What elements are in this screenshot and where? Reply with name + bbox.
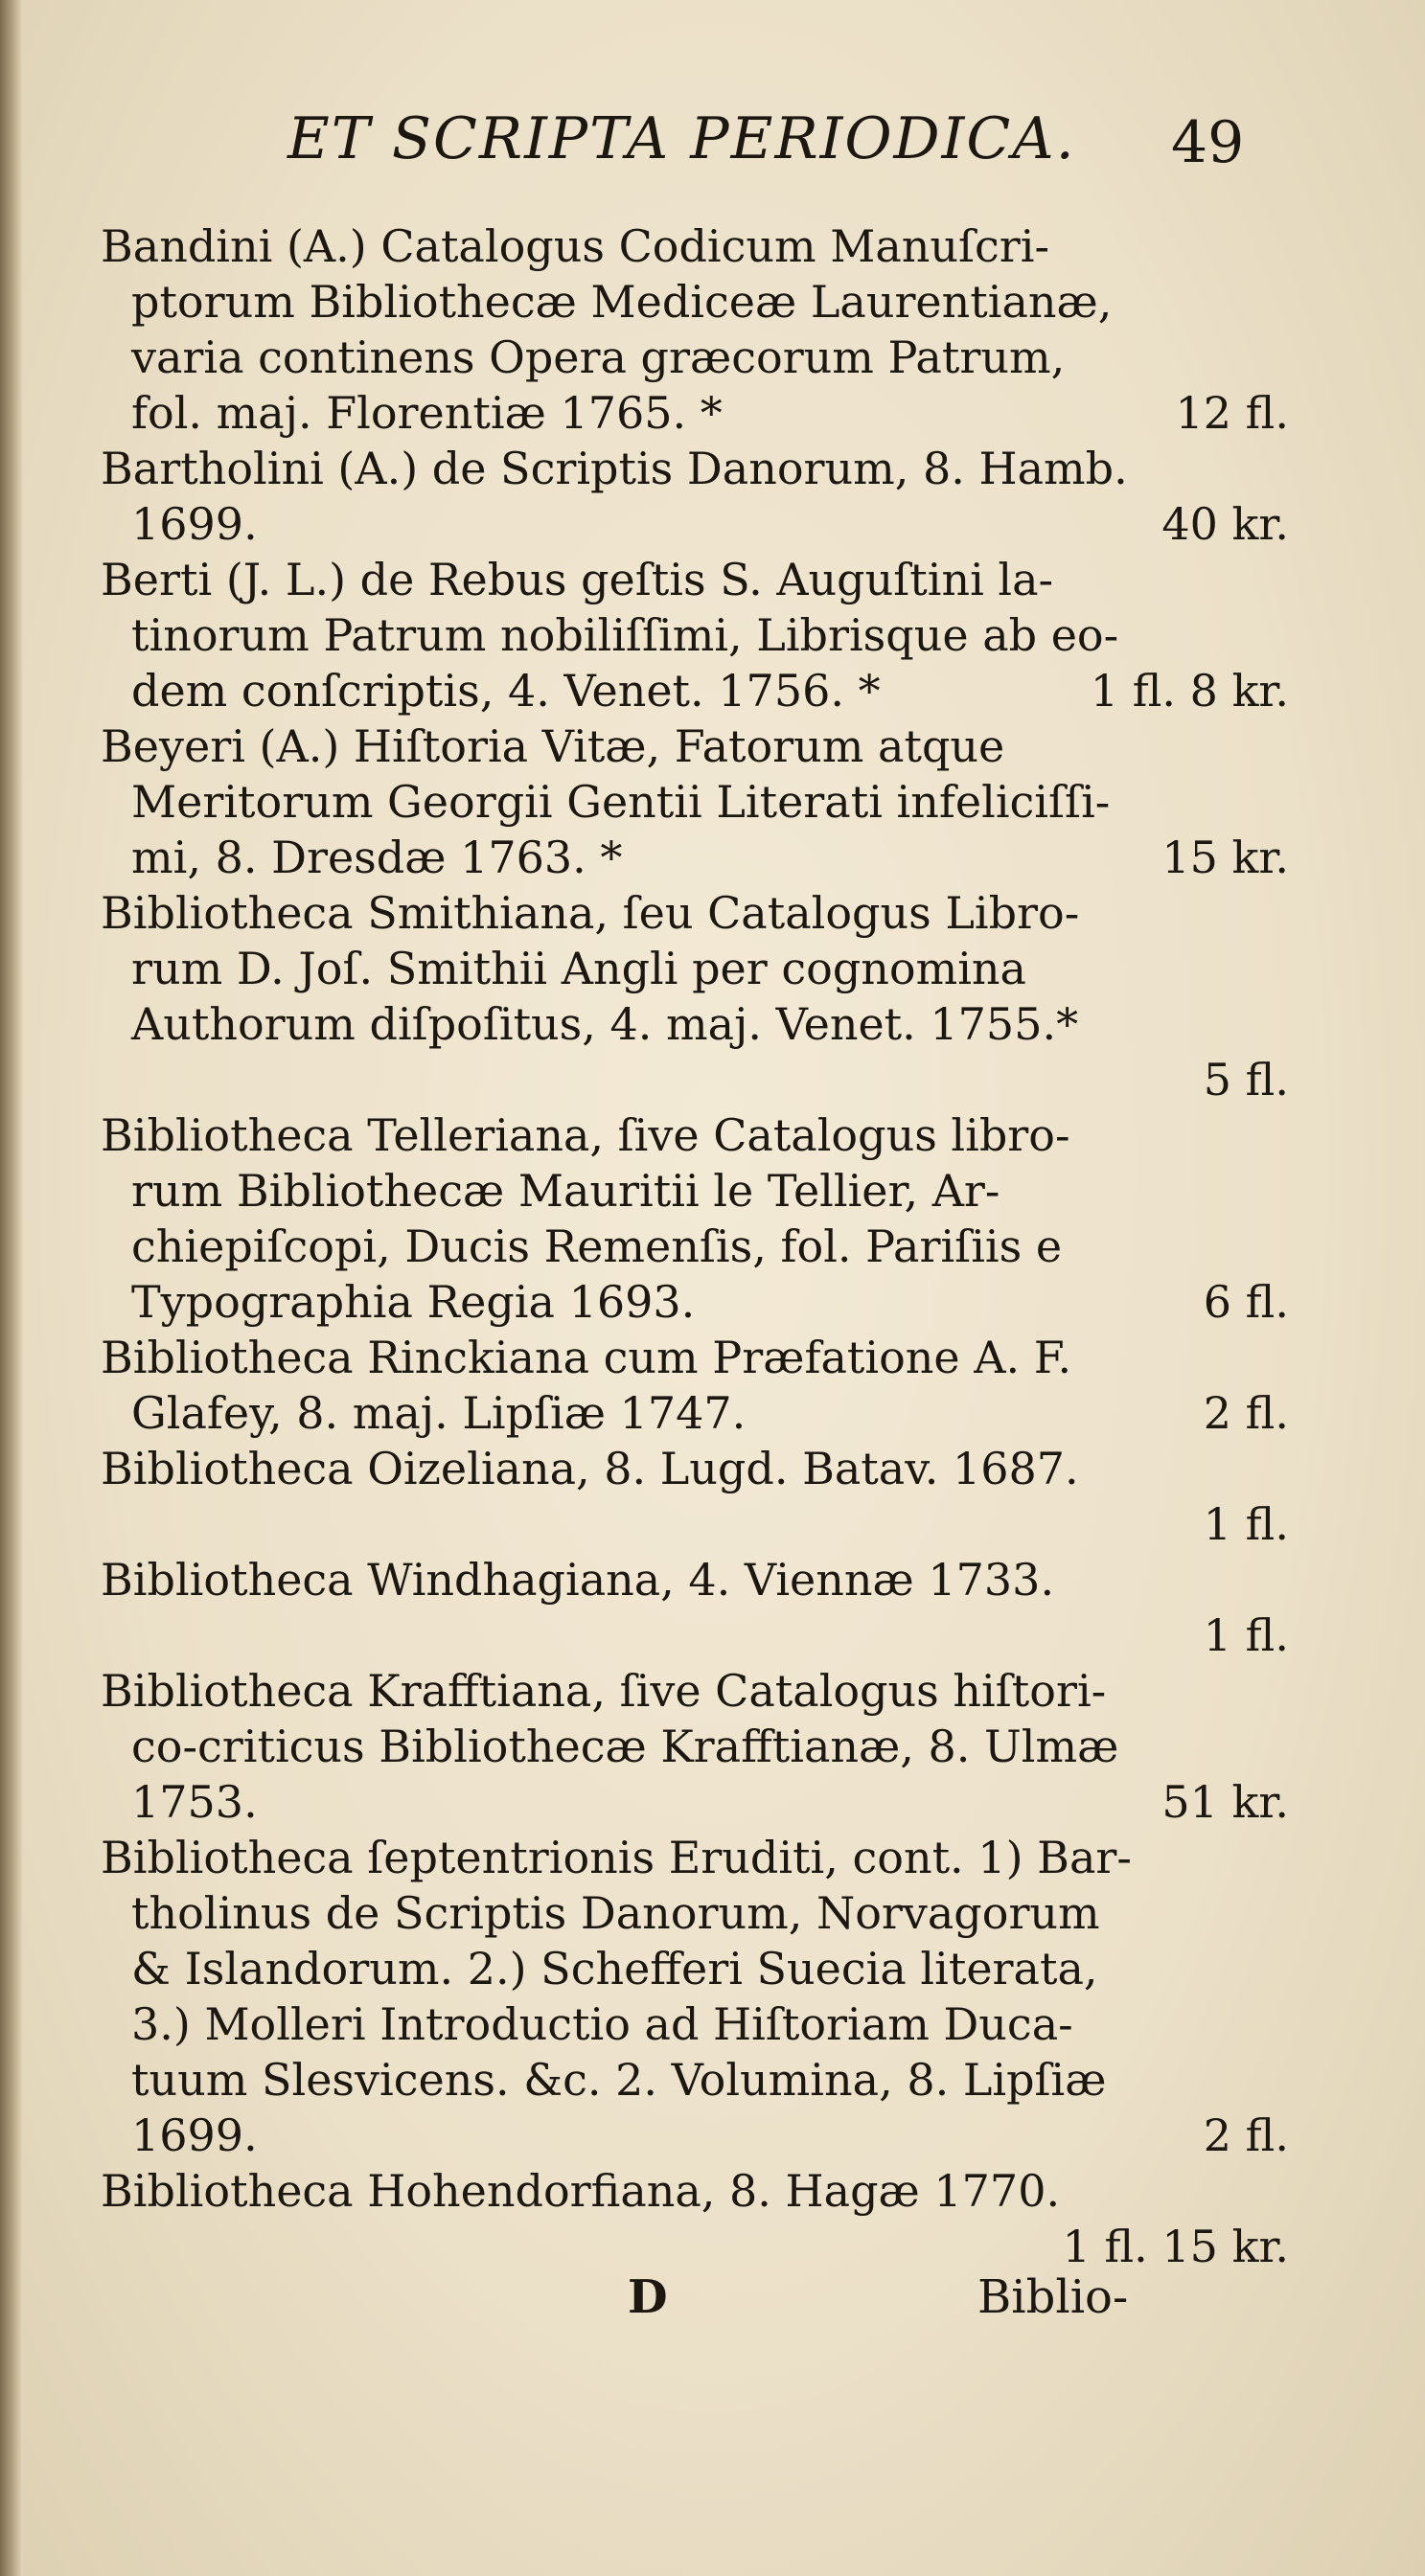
entry-price: 15 kr. [1161, 832, 1289, 883]
catalogue-entry [101, 552, 1289, 718]
entry-text: fol. maj. Florentiæ 1765. * [131, 387, 723, 439]
catalogue-entry [101, 1663, 1289, 1830]
entry-price: 40 kr. [1161, 498, 1289, 550]
catalogue-entry [101, 718, 1289, 885]
entry-line [101, 1663, 1289, 1719]
entry-price: 6 fl. [1203, 1276, 1289, 1328]
entry-line [101, 274, 1289, 330]
entry-line [101, 441, 1289, 496]
entry-text: Berti (J. L.) de Rebus geſtis S. Auguſtini la- [101, 554, 1054, 605]
entry-price-line [101, 1052, 1289, 1107]
entry-line [101, 1441, 1289, 1496]
catalogue-entry [101, 441, 1289, 552]
entry-text: tuum Slesvicens. &c. 2. Volumina, 8. Lipſiæ [131, 2054, 1107, 2106]
entry-line [101, 718, 1289, 774]
entry-text: 3.) Molleri Introductio ad Hiſtoriam Duca- [131, 1998, 1073, 2050]
entry-text: Meritorum Georgii Gentii Literati infeliciſſi- [131, 776, 1111, 828]
entry-price: 1 fl. [1203, 1498, 1289, 1550]
entry-line [101, 2052, 1289, 2108]
entry-line [101, 1552, 1289, 1607]
entry-text: chiepiſcopi, Ducis Remenſis, fol. Pariſiis e [131, 1220, 1063, 1272]
entry-line [101, 1774, 1289, 1830]
entry-line [101, 330, 1289, 385]
entry-text: co-criticus Bibliothecæ Krafftianæ, 8. Ulmæ [131, 1721, 1119, 1772]
entry-price: 2 fl. [1203, 1387, 1289, 1439]
entry-text: Bibliotheca Windhagiana, 4. Viennæ 1733. [101, 1554, 1055, 1606]
entry-text: mi, 8. Dresdæ 1763. * [131, 832, 623, 883]
catalogue-entry [101, 1830, 1289, 2163]
running-head: ET SCRIPTA PERIODICA. [287, 105, 1076, 172]
entry-line [101, 774, 1289, 830]
entry-text: Bibliotheca Smithiana, ſeu Catalogus Libro- [101, 887, 1080, 939]
entry-price-line [101, 2219, 1289, 2274]
page-number: 49 [1171, 109, 1245, 176]
entry-text: Bandini (A.) Catalogus Codicum Manuſcri- [101, 220, 1050, 272]
entry-line [101, 218, 1289, 274]
entry-line [101, 552, 1289, 607]
entry-line [101, 1719, 1289, 1774]
entry-line [101, 2163, 1289, 2219]
entry-line [101, 1885, 1289, 1941]
entry-text: 1753. [131, 1776, 258, 1828]
catalogue-entry [101, 1107, 1289, 1330]
catchword: Biblio- [977, 2270, 1129, 2324]
entry-text: Glafey, 8. maj. Lipſiæ 1747. [131, 1387, 747, 1439]
entry-line [101, 941, 1289, 996]
entry-line [101, 1385, 1289, 1441]
entry-line [101, 607, 1289, 663]
entry-text: ptorum Bibliothecæ Mediceæ Laurentianæ, [131, 276, 1113, 328]
page-header [0, 105, 1425, 192]
entry-text: Bibliotheca ſeptentrionis Eruditi, cont. 1) Bar- [101, 1832, 1132, 1883]
entry-text: Bibliotheca Oizeliana, 8. Lugd. Batav. 1687. [101, 1443, 1079, 1494]
entry-line [101, 1163, 1289, 1219]
catalogue-entries [101, 218, 1289, 2274]
entry-price: 1 fl. 15 kr. [1062, 2221, 1289, 2272]
entry-line [101, 2108, 1289, 2163]
catalogue-entry [101, 885, 1289, 1107]
entry-text: 1699. [131, 498, 258, 550]
entry-text: Bibliotheca Rinckiana cum Præfatione A. F. [101, 1332, 1072, 1383]
entry-price: 5 fl. [1203, 1054, 1289, 1106]
entry-price: 1 fl. 8 kr. [1090, 665, 1289, 717]
entry-line [101, 1330, 1289, 1385]
entry-text: Bartholini (A.) de Scriptis Danorum, 8. Hamb. [101, 443, 1128, 494]
entry-text: Beyeri (A.) Hiſtoria Vitæ, Fatorum atque [101, 720, 1005, 772]
entry-line [101, 385, 1289, 441]
entry-text: dem conſcriptis, 4. Venet. 1756. * [131, 665, 881, 717]
entry-text: Bibliotheca Krafftiana, ſive Catalogus hiſtori- [101, 1665, 1107, 1717]
entry-price: 12 fl. [1175, 387, 1289, 439]
entry-line [101, 1830, 1289, 1885]
entry-price-line [101, 1607, 1289, 1663]
page-footer [0, 2270, 1425, 2347]
entry-text: Authorum diſpoſitus, 4. maj. Venet. 1755.* [131, 998, 1079, 1050]
entry-line [101, 1274, 1289, 1330]
catalogue-entry [101, 1330, 1289, 1441]
entry-line [101, 1941, 1289, 1996]
catalogue-entry [101, 1552, 1289, 1663]
entry-text: 1699. [131, 2109, 258, 2161]
entry-price: 2 fl. [1203, 2109, 1289, 2161]
entry-price-line [101, 1496, 1289, 1552]
entry-line [101, 1996, 1289, 2052]
entry-line [101, 496, 1289, 552]
page-gutter-edge [0, 0, 23, 2576]
entry-text: Bibliotheca Hohendorfiana, 8. Hagæ 1770. [101, 2165, 1061, 2217]
entry-line [101, 663, 1289, 718]
entry-line [101, 830, 1289, 885]
entry-text: & Islandorum. 2.) Schefferi Suecia literata, [131, 1943, 1098, 1995]
catalogue-entry [101, 1441, 1289, 1552]
catalogue-entry [101, 218, 1289, 441]
entry-text: rum D. Joſ. Smithii Angli per cognomina [131, 943, 1026, 994]
entry-text: Typographia Regia 1693. [131, 1276, 696, 1328]
entry-price: 51 kr. [1161, 1776, 1289, 1828]
entry-text: tholinus de Scriptis Danorum, Norvagorum [131, 1887, 1100, 1939]
entry-text: tinorum Patrum nobiliſſimi, Librisque ab eo- [131, 609, 1119, 661]
entry-line [101, 885, 1289, 941]
entry-line [101, 996, 1289, 1052]
entry-line [101, 1107, 1289, 1163]
entry-text: Bibliotheca Telleriana, ſive Catalogus libro- [101, 1109, 1070, 1161]
entry-price: 1 fl. [1203, 1609, 1289, 1661]
entry-text: varia continens Opera græcorum Patrum, [131, 331, 1066, 383]
entry-text: rum Bibliothecæ Mauritii le Tellier, Ar- [131, 1165, 1000, 1217]
entry-line [101, 1219, 1289, 1274]
catalogue-entry [101, 2163, 1289, 2274]
printers-signature: D [628, 2270, 668, 2324]
